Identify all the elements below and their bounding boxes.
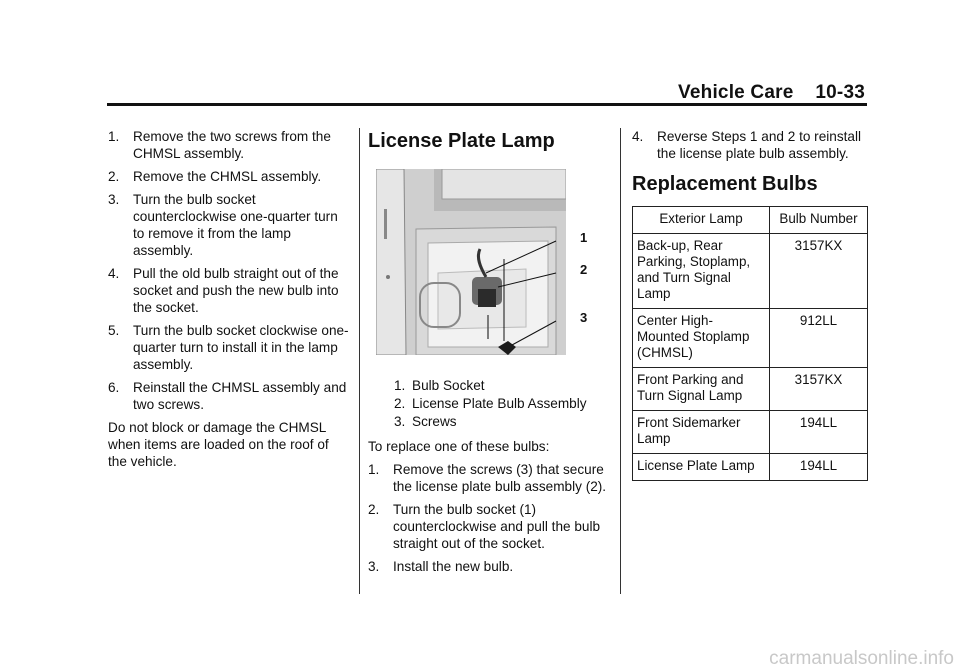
step-text: Reverse Steps 1 and 2 to reinstall the license plate bulb assembly.: [657, 129, 862, 161]
list-item: [394, 395, 608, 412]
callout-1: 1: [580, 230, 588, 245]
callout-2: 2: [580, 262, 588, 277]
column-header-bulb-number: Bulb Number: [770, 207, 868, 234]
bulb-number-cell: 194LL: [770, 454, 868, 481]
column-header-exterior-lamp: Exterior Lamp: [633, 207, 770, 234]
step-number: 1.: [368, 462, 380, 477]
replace-intro: To replace one of these bulbs:: [368, 439, 550, 454]
step-text: Remove the two screws from the CHMSL assembly.: [133, 129, 331, 161]
bulb-number-cell: 194LL: [770, 411, 868, 454]
step-number: 4.: [632, 129, 644, 144]
list-item: [394, 413, 608, 430]
list-item: [368, 501, 608, 552]
table-row: [633, 454, 868, 481]
list-item: [108, 322, 350, 373]
column-middle: [368, 128, 608, 581]
legend-text: License Plate Bulb Assembly: [412, 396, 587, 411]
legend-number: 2.: [394, 396, 406, 411]
chmsl-steps-list: [108, 128, 350, 413]
step-text: Reinstall the CHMSL assembly and two screws.: [133, 380, 347, 412]
license-lamp-illustration: [376, 169, 566, 355]
list-item: [108, 168, 350, 185]
license-plate-lamp-heading: License Plate Lamp: [368, 130, 555, 152]
lamp-cell: Center High-Mounted Stoplamp (CHMSL): [633, 309, 770, 368]
step-text: Turn the bulb socket counterclockwise one-quarter turn to remove it from the lamp assembly.: [133, 192, 338, 258]
list-item: [108, 379, 350, 413]
legend-number: 3.: [394, 414, 406, 429]
lamp-cell: Front Sidemarker Lamp: [633, 411, 770, 454]
header-rule: [107, 103, 867, 106]
lamp-cell: Back-up, Rear Parking, Stoplamp, and Turn Signal Lamp: [633, 234, 770, 309]
table-row: [633, 309, 868, 368]
step-number: 5.: [108, 323, 120, 338]
step-number: 2.: [108, 169, 120, 184]
lamp-cell: Front Parking and Turn Signal Lamp: [633, 368, 770, 411]
callout-3: 3: [580, 310, 588, 325]
bulb-number-cell: 912LL: [770, 309, 868, 368]
section-title: Vehicle Care: [678, 82, 794, 103]
step-text: Pull the old bulb straight out of the socket and push the new bulb into the socket.: [133, 266, 339, 315]
figure-legend: [368, 377, 608, 430]
replacement-bulbs-table: [632, 206, 868, 481]
license-plate-lamp-figure: [376, 169, 596, 369]
bulb-number-cell: 3157KX: [770, 368, 868, 411]
list-item: [368, 461, 608, 495]
chmsl-note: Do not block or damage the CHMSL when items are loaded on the roof of the vehicle.: [108, 420, 329, 469]
table-header-row: [633, 207, 868, 234]
legend-text: Bulb Socket: [412, 378, 485, 393]
license-lamp-steps-list: [368, 461, 608, 575]
page-header: [678, 82, 865, 104]
page-number: 10-33: [815, 82, 865, 103]
step-number: 3.: [108, 192, 120, 207]
watermark: carmanualsonline.info: [769, 648, 954, 669]
step-text: Install the new bulb.: [393, 559, 514, 574]
legend-number: 1.: [394, 378, 406, 393]
table-row: [633, 411, 868, 454]
lamp-cell: License Plate Lamp: [633, 454, 770, 481]
list-item: [108, 191, 350, 259]
bulb-number-cell: 3157KX: [770, 234, 868, 309]
list-item: [108, 128, 350, 162]
column-left: [108, 128, 350, 476]
step-number: 3.: [368, 559, 380, 574]
list-item: [394, 377, 608, 394]
step-text: Turn the bulb socket (1) counterclockwise and pull the bulb straight out of the socket.: [393, 502, 601, 551]
list-item: [368, 558, 608, 575]
step-text: Remove the CHMSL assembly.: [133, 169, 322, 184]
table-row: [633, 368, 868, 411]
list-item: [632, 128, 872, 162]
step-text: Remove the screws (3) that secure the license plate bulb assembly (2).: [393, 462, 607, 494]
reinstall-steps-list: [632, 128, 872, 162]
column-right: [632, 128, 872, 481]
column-divider-2: [620, 128, 621, 594]
step-number: 4.: [108, 266, 120, 281]
step-number: 1.: [108, 129, 120, 144]
replacement-bulbs-heading: Replacement Bulbs: [632, 173, 818, 195]
list-item: [108, 265, 350, 316]
legend-text: Screws: [412, 414, 457, 429]
table-row: [633, 234, 868, 309]
step-number: 2.: [368, 502, 380, 517]
step-number: 6.: [108, 380, 120, 395]
step-text: Turn the bulb socket clockwise one-quarter turn to install it in the lamp assembly.: [133, 323, 349, 372]
column-divider-1: [359, 128, 360, 594]
